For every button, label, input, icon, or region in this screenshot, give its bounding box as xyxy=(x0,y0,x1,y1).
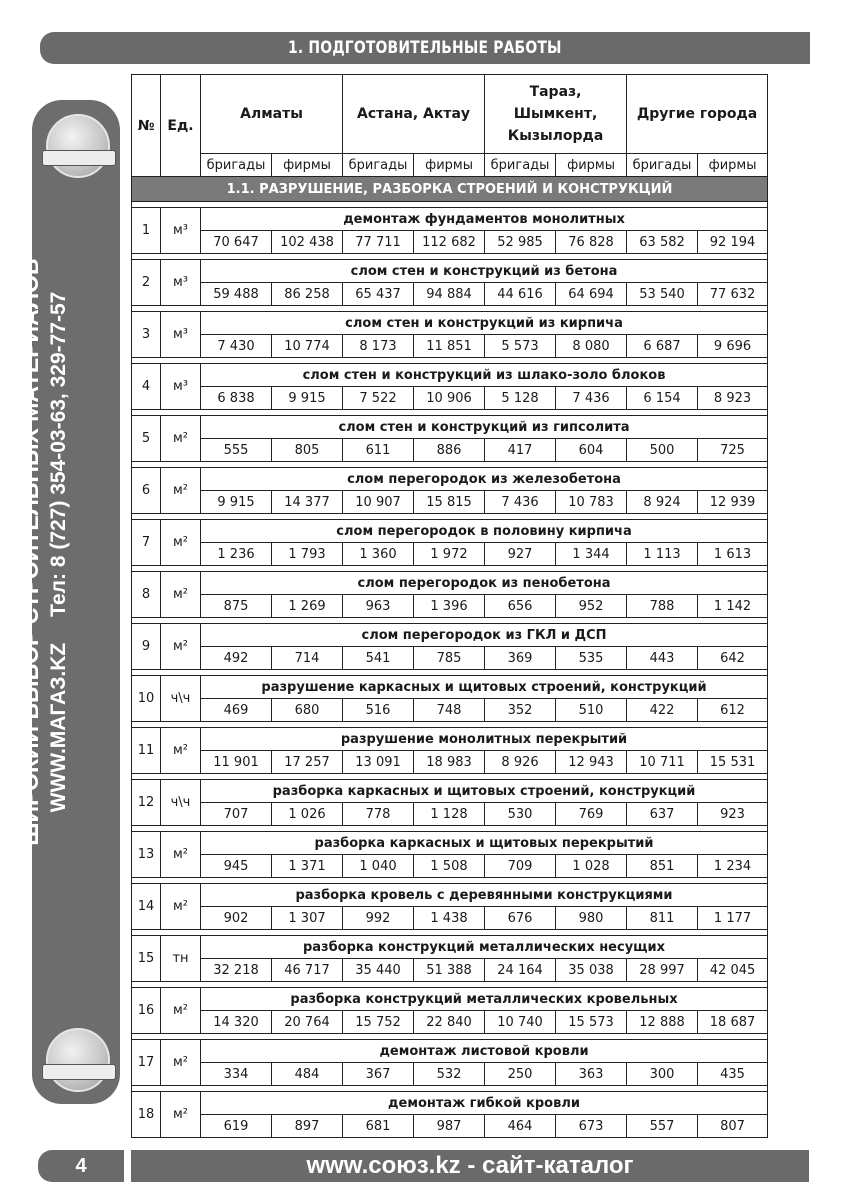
price-brigades: 44 616 xyxy=(485,283,556,306)
work-item-name: разрушение монолитных перекрытий xyxy=(201,728,768,751)
price-firms: 10 774 xyxy=(272,335,343,358)
price-brigades: 35 440 xyxy=(343,959,414,982)
subheader-firms: фирмы xyxy=(272,154,343,177)
work-item-row xyxy=(132,884,768,907)
price-values-row xyxy=(132,803,768,826)
price-firms: 15 531 xyxy=(698,751,768,774)
price-brigades: 464 xyxy=(485,1115,556,1138)
price-brigades: 656 xyxy=(485,595,556,618)
price-firms: 92 194 xyxy=(698,231,768,254)
price-brigades: 12 888 xyxy=(627,1011,698,1034)
price-brigades: 778 xyxy=(343,803,414,826)
sidebar-phone: Тел: 8 (727) 354-03-63, 329-77-57 xyxy=(47,291,70,617)
price-firms: 94 884 xyxy=(414,283,485,306)
price-brigades: 422 xyxy=(627,699,698,722)
price-brigades: 8 173 xyxy=(343,335,414,358)
work-item-row xyxy=(132,728,768,751)
price-brigades: 300 xyxy=(627,1063,698,1086)
work-item-row xyxy=(132,572,768,595)
price-firms: 714 xyxy=(272,647,343,670)
price-values-row xyxy=(132,387,768,410)
work-item-name: слом перегородок из железобетона xyxy=(201,468,768,491)
price-firms: 14 377 xyxy=(272,491,343,514)
seal-logo-bottom xyxy=(46,1028,110,1092)
work-item-name: слом стен и конструкций из гипсолита xyxy=(201,416,768,439)
price-brigades: 7 436 xyxy=(485,491,556,514)
sidebar-slogan: ШИРОКИЙ ВЫБОР СТРОИТЕЛЬНЫХ МАТЕРИАЛОВ xyxy=(17,258,43,846)
price-firms: 22 840 xyxy=(414,1011,485,1034)
work-item-row xyxy=(132,416,768,439)
row-number: 15 xyxy=(132,936,161,982)
row-unit: м³ xyxy=(161,260,201,306)
work-item-name: слом перегородок в половину кирпича xyxy=(201,520,768,543)
price-values-row xyxy=(132,283,768,306)
price-values-row xyxy=(132,1115,768,1138)
price-brigades: 7 430 xyxy=(201,335,272,358)
section-title: 1. ПОДГОТОВИТЕЛЬНЫЕ РАБОТЫ xyxy=(288,38,562,58)
row-unit: м² xyxy=(161,624,201,670)
price-firms: 725 xyxy=(698,439,768,462)
work-item-name: слом стен и конструкций из бетона xyxy=(201,260,768,283)
price-brigades: 14 320 xyxy=(201,1011,272,1034)
price-brigades: 10 740 xyxy=(485,1011,556,1034)
work-item-name: разборка кровель с деревянными конструкциями xyxy=(201,884,768,907)
row-number: 16 xyxy=(132,988,161,1034)
price-firms: 510 xyxy=(556,699,627,722)
work-item-row xyxy=(132,936,768,959)
price-table xyxy=(131,74,768,1138)
price-brigades: 611 xyxy=(343,439,414,462)
price-values-row xyxy=(132,543,768,566)
price-brigades: 367 xyxy=(343,1063,414,1086)
price-firms: 1 438 xyxy=(414,907,485,930)
price-brigades: 52 985 xyxy=(485,231,556,254)
price-firms: 18 983 xyxy=(414,751,485,774)
price-values-row xyxy=(132,439,768,462)
row-unit: м² xyxy=(161,1040,201,1086)
price-brigades: 469 xyxy=(201,699,272,722)
price-firms: 805 xyxy=(272,439,343,462)
subheader-brigades: бригады xyxy=(201,154,272,177)
price-brigades: 875 xyxy=(201,595,272,618)
row-number: 2 xyxy=(132,260,161,306)
price-brigades: 555 xyxy=(201,439,272,462)
price-brigades: 6 838 xyxy=(201,387,272,410)
price-brigades: 8 924 xyxy=(627,491,698,514)
price-firms: 769 xyxy=(556,803,627,826)
price-brigades: 1 360 xyxy=(343,543,414,566)
subheader-brigades: бригады xyxy=(485,154,556,177)
price-firms: 642 xyxy=(698,647,768,670)
price-firms: 9 696 xyxy=(698,335,768,358)
price-firms: 748 xyxy=(414,699,485,722)
price-brigades: 65 437 xyxy=(343,283,414,306)
work-item-row xyxy=(132,520,768,543)
price-brigades: 70 647 xyxy=(201,231,272,254)
price-firms: 112 682 xyxy=(414,231,485,254)
price-firms: 1 026 xyxy=(272,803,343,826)
column-header-number: № xyxy=(132,75,161,177)
price-brigades: 6 154 xyxy=(627,387,698,410)
work-item-name: слом перегородок из пенобетона xyxy=(201,572,768,595)
price-brigades: 32 218 xyxy=(201,959,272,982)
work-item-row xyxy=(132,780,768,803)
price-brigades: 15 752 xyxy=(343,1011,414,1034)
price-values-row xyxy=(132,491,768,514)
price-firms: 42 045 xyxy=(698,959,768,982)
row-number: 9 xyxy=(132,624,161,670)
price-firms: 102 438 xyxy=(272,231,343,254)
price-values-row xyxy=(132,647,768,670)
price-brigades: 6 687 xyxy=(627,335,698,358)
work-item-row xyxy=(132,260,768,283)
price-values-row xyxy=(132,751,768,774)
price-firms: 785 xyxy=(414,647,485,670)
section-header-bar xyxy=(40,32,810,64)
price-firms: 18 687 xyxy=(698,1011,768,1034)
price-brigades: 369 xyxy=(485,647,556,670)
price-firms: 1 028 xyxy=(556,855,627,878)
price-brigades: 1 113 xyxy=(627,543,698,566)
row-unit: м² xyxy=(161,728,201,774)
row-number: 13 xyxy=(132,832,161,878)
price-firms: 9 915 xyxy=(272,387,343,410)
price-brigades: 250 xyxy=(485,1063,556,1086)
price-firms: 46 717 xyxy=(272,959,343,982)
row-unit: м² xyxy=(161,884,201,930)
subheader-firms: фирмы xyxy=(556,154,627,177)
price-firms: 10 783 xyxy=(556,491,627,514)
price-brigades: 59 488 xyxy=(201,283,272,306)
price-brigades: 24 164 xyxy=(485,959,556,982)
price-firms: 535 xyxy=(556,647,627,670)
price-brigades: 707 xyxy=(201,803,272,826)
price-brigades: 557 xyxy=(627,1115,698,1138)
price-brigades: 5 573 xyxy=(485,335,556,358)
price-firms: 1 613 xyxy=(698,543,768,566)
price-firms: 1 396 xyxy=(414,595,485,618)
row-unit: м³ xyxy=(161,312,201,358)
row-unit: м² xyxy=(161,416,201,462)
price-values-row xyxy=(132,231,768,254)
price-firms: 10 906 xyxy=(414,387,485,410)
price-firms: 897 xyxy=(272,1115,343,1138)
row-unit: ч\ч xyxy=(161,780,201,826)
work-item-name: разрушение каркасных и щитовых строений, конструкций xyxy=(201,676,768,699)
price-values-row xyxy=(132,1011,768,1034)
price-brigades: 7 522 xyxy=(343,387,414,410)
row-unit: ч\ч xyxy=(161,676,201,722)
work-item-row xyxy=(132,468,768,491)
row-number: 14 xyxy=(132,884,161,930)
price-firms: 1 234 xyxy=(698,855,768,878)
price-firms: 886 xyxy=(414,439,485,462)
price-firms: 17 257 xyxy=(272,751,343,774)
column-header-unit: Ед. xyxy=(161,75,201,177)
price-values-row xyxy=(132,699,768,722)
price-firms: 77 632 xyxy=(698,283,768,306)
price-brigades: 681 xyxy=(343,1115,414,1138)
column-header-city: Астана, Актау xyxy=(343,75,485,154)
row-number: 18 xyxy=(132,1092,161,1138)
price-firms: 980 xyxy=(556,907,627,930)
work-item-name: демонтаж фундаментов монолитных xyxy=(201,208,768,231)
price-firms: 680 xyxy=(272,699,343,722)
price-firms: 8 923 xyxy=(698,387,768,410)
price-brigades: 63 582 xyxy=(627,231,698,254)
price-firms: 11 851 xyxy=(414,335,485,358)
row-number: 7 xyxy=(132,520,161,566)
price-brigades: 619 xyxy=(201,1115,272,1138)
price-brigades: 541 xyxy=(343,647,414,670)
sidebar-site: WWW.МАГАЗ.KZ xyxy=(47,642,70,813)
price-firms: 612 xyxy=(698,699,768,722)
row-number: 8 xyxy=(132,572,161,618)
work-item-row xyxy=(132,364,768,387)
footer-site: www.союз.kz - сайт-каталог xyxy=(131,1150,809,1182)
price-values-row xyxy=(132,907,768,930)
row-number: 10 xyxy=(132,676,161,722)
row-unit: м² xyxy=(161,468,201,514)
price-brigades: 676 xyxy=(485,907,556,930)
work-item-name: разборка конструкций металлических несущих xyxy=(201,936,768,959)
row-number: 6 xyxy=(132,468,161,514)
price-brigades: 334 xyxy=(201,1063,272,1086)
work-item-name: разборка каркасных и щитовых перекрытий xyxy=(201,832,768,855)
price-firms: 86 258 xyxy=(272,283,343,306)
work-item-name: демонтаж листовой кровли xyxy=(201,1040,768,1063)
price-brigades: 28 997 xyxy=(627,959,698,982)
price-brigades: 1 236 xyxy=(201,543,272,566)
price-brigades: 5 128 xyxy=(485,387,556,410)
row-unit: м² xyxy=(161,832,201,878)
work-item-row xyxy=(132,832,768,855)
work-item-name: слом перегородок из ГКЛ и ДСП xyxy=(201,624,768,647)
price-firms: 987 xyxy=(414,1115,485,1138)
price-values-row xyxy=(132,959,768,982)
price-brigades: 10 711 xyxy=(627,751,698,774)
price-brigades: 77 711 xyxy=(343,231,414,254)
price-firms: 604 xyxy=(556,439,627,462)
price-firms: 15 573 xyxy=(556,1011,627,1034)
price-brigades: 352 xyxy=(485,699,556,722)
row-unit: м² xyxy=(161,1092,201,1138)
price-brigades: 53 540 xyxy=(627,283,698,306)
price-brigades: 945 xyxy=(201,855,272,878)
price-brigades: 11 901 xyxy=(201,751,272,774)
price-brigades: 963 xyxy=(343,595,414,618)
row-unit: м² xyxy=(161,572,201,618)
price-firms: 51 388 xyxy=(414,959,485,982)
price-firms: 532 xyxy=(414,1063,485,1086)
price-brigades: 927 xyxy=(485,543,556,566)
work-item-row xyxy=(132,988,768,1011)
price-firms: 8 080 xyxy=(556,335,627,358)
price-firms: 12 939 xyxy=(698,491,768,514)
price-brigades: 13 091 xyxy=(343,751,414,774)
price-firms: 923 xyxy=(698,803,768,826)
work-item-name: слом стен и конструкций из шлако-золо блоков xyxy=(201,364,768,387)
price-firms: 1 142 xyxy=(698,595,768,618)
price-brigades: 492 xyxy=(201,647,272,670)
subheader-brigades: бригады xyxy=(343,154,414,177)
subheader-firms: фирмы xyxy=(414,154,485,177)
price-firms: 673 xyxy=(556,1115,627,1138)
price-firms: 1 177 xyxy=(698,907,768,930)
price-firms: 64 694 xyxy=(556,283,627,306)
price-firms: 807 xyxy=(698,1115,768,1138)
work-item-row xyxy=(132,1092,768,1115)
column-header-city: Тараз, Шымкент, Кызылорда xyxy=(485,75,627,154)
price-brigades: 516 xyxy=(343,699,414,722)
price-brigades: 709 xyxy=(485,855,556,878)
work-item-row xyxy=(132,312,768,335)
page-number: 4 xyxy=(38,1150,124,1182)
work-item-name: демонтаж гибкой кровли xyxy=(201,1092,768,1115)
price-brigades: 902 xyxy=(201,907,272,930)
price-firms: 435 xyxy=(698,1063,768,1086)
work-item-row xyxy=(132,624,768,647)
price-firms: 7 436 xyxy=(556,387,627,410)
price-firms: 1 371 xyxy=(272,855,343,878)
price-values-row xyxy=(132,1063,768,1086)
price-values-row xyxy=(132,335,768,358)
price-values-row xyxy=(132,595,768,618)
price-firms: 484 xyxy=(272,1063,343,1086)
work-item-name: разборка конструкций металлических кровельных xyxy=(201,988,768,1011)
price-brigades: 500 xyxy=(627,439,698,462)
work-item-name: разборка каркасных и щитовых строений, конструкций xyxy=(201,780,768,803)
column-header-city: Другие города xyxy=(627,75,768,154)
section-row-title: 1.1. РАЗРУШЕНИЕ, РАЗБОРКА СТРОЕНИЙ И КОНСТРУКЦИЙ xyxy=(132,177,768,202)
price-brigades: 530 xyxy=(485,803,556,826)
row-unit: м³ xyxy=(161,208,201,254)
row-unit: м³ xyxy=(161,364,201,410)
row-unit: м² xyxy=(161,520,201,566)
row-unit: м² xyxy=(161,988,201,1034)
price-firms: 1 307 xyxy=(272,907,343,930)
row-number: 17 xyxy=(132,1040,161,1086)
price-firms: 1 344 xyxy=(556,543,627,566)
price-firms: 15 815 xyxy=(414,491,485,514)
price-brigades: 443 xyxy=(627,647,698,670)
price-brigades: 10 907 xyxy=(343,491,414,514)
price-brigades: 8 926 xyxy=(485,751,556,774)
price-firms: 1 269 xyxy=(272,595,343,618)
row-number: 12 xyxy=(132,780,161,826)
price-brigades: 851 xyxy=(627,855,698,878)
work-item-row xyxy=(132,208,768,231)
work-item-name: слом стен и конструкций из кирпича xyxy=(201,312,768,335)
price-firms: 76 828 xyxy=(556,231,627,254)
price-firms: 12 943 xyxy=(556,751,627,774)
price-firms: 1 972 xyxy=(414,543,485,566)
row-number: 11 xyxy=(132,728,161,774)
seal-logo-top xyxy=(46,114,110,178)
price-brigades: 992 xyxy=(343,907,414,930)
price-brigades: 788 xyxy=(627,595,698,618)
row-number: 5 xyxy=(132,416,161,462)
row-number: 1 xyxy=(132,208,161,254)
subheader-firms: фирмы xyxy=(698,154,768,177)
price-firms: 363 xyxy=(556,1063,627,1086)
price-firms: 1 508 xyxy=(414,855,485,878)
price-firms: 1 793 xyxy=(272,543,343,566)
price-brigades: 811 xyxy=(627,907,698,930)
price-brigades: 637 xyxy=(627,803,698,826)
price-brigades: 417 xyxy=(485,439,556,462)
price-firms: 20 764 xyxy=(272,1011,343,1034)
price-brigades: 9 915 xyxy=(201,491,272,514)
price-firms: 1 128 xyxy=(414,803,485,826)
price-firms: 35 038 xyxy=(556,959,627,982)
price-brigades: 1 040 xyxy=(343,855,414,878)
row-number: 3 xyxy=(132,312,161,358)
price-firms: 952 xyxy=(556,595,627,618)
price-values-row xyxy=(132,855,768,878)
column-header-city: Алматы xyxy=(201,75,343,154)
row-number: 4 xyxy=(132,364,161,410)
subheader-brigades: бригады xyxy=(627,154,698,177)
work-item-row xyxy=(132,1040,768,1063)
row-unit: тн xyxy=(161,936,201,982)
work-item-row xyxy=(132,676,768,699)
